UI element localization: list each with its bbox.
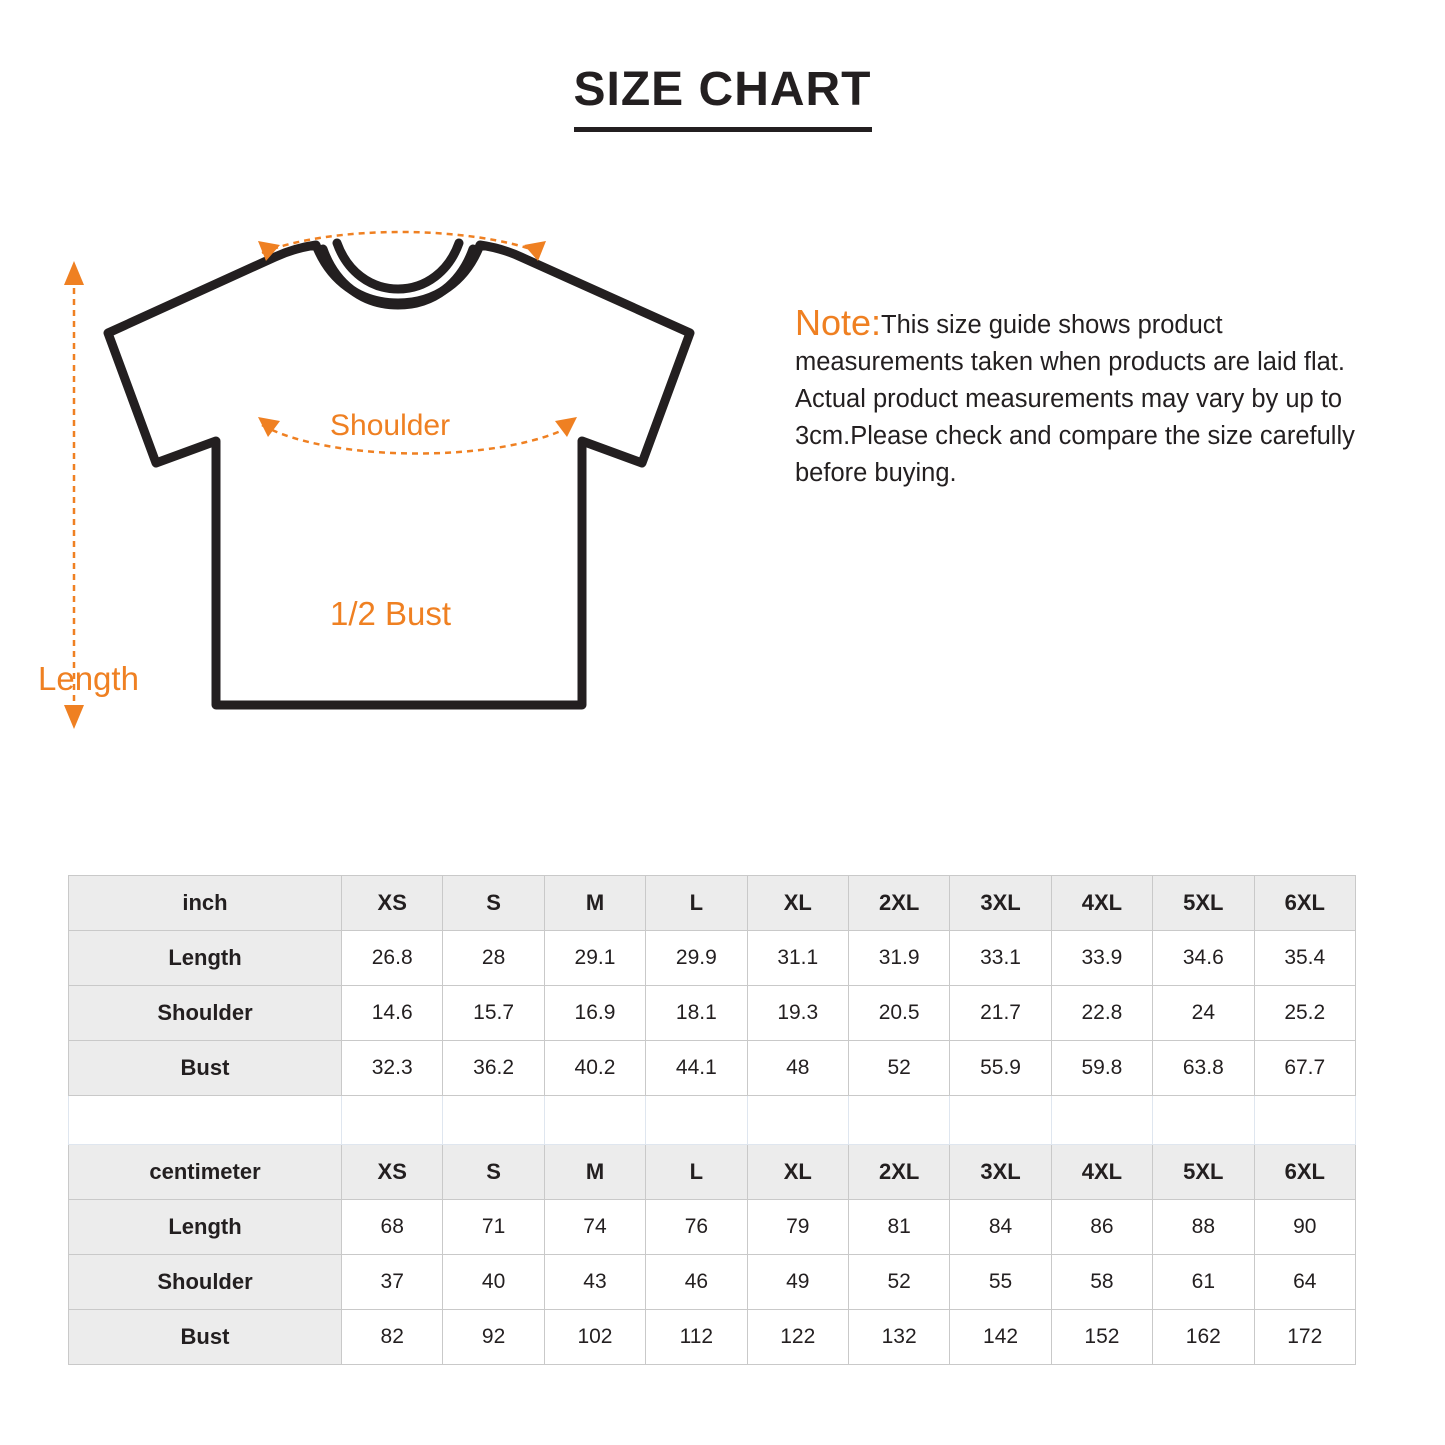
cell: 64 — [1254, 1255, 1355, 1310]
cell: 34.6 — [1153, 931, 1254, 986]
table-row — [69, 1200, 1356, 1255]
row-header: Shoulder — [69, 1255, 342, 1310]
cell: 26.8 — [342, 931, 443, 986]
spacer-cell — [848, 1096, 949, 1145]
cell: 142 — [950, 1310, 1051, 1365]
cell: 92 — [443, 1310, 544, 1365]
note-block — [795, 302, 1385, 492]
collar-inner-path — [337, 243, 459, 289]
tshirt-diagram-svg — [30, 195, 770, 755]
row-header: Length — [69, 1200, 342, 1255]
spacer-cell — [342, 1096, 443, 1145]
table-row — [69, 986, 1356, 1041]
unit-header-centimeter: centimeter — [69, 1145, 342, 1200]
cell: 22.8 — [1051, 986, 1152, 1041]
spacer-cell — [443, 1096, 544, 1145]
cell: 29.9 — [646, 931, 747, 986]
cell: 71 — [443, 1200, 544, 1255]
spacer-cell — [747, 1096, 848, 1145]
cell: 18.1 — [646, 986, 747, 1041]
cell: 44.1 — [646, 1041, 747, 1096]
row-header: Bust — [69, 1310, 342, 1365]
length-arrow-bottom-icon — [64, 705, 84, 729]
cell: 28 — [443, 931, 544, 986]
table-row — [69, 876, 1356, 931]
cell: 172 — [1254, 1310, 1355, 1365]
spacer-cell — [1254, 1096, 1355, 1145]
cell: 122 — [747, 1310, 848, 1365]
tshirt-body-path — [108, 245, 690, 705]
cell: 29.1 — [544, 931, 645, 986]
cell: 61 — [1153, 1255, 1254, 1310]
page-title: SIZE CHART — [574, 62, 872, 132]
col-header: 4XL — [1051, 876, 1152, 931]
cell: 33.9 — [1051, 931, 1152, 986]
spacer-cell — [950, 1096, 1051, 1145]
col-header: XS — [342, 876, 443, 931]
bust-label: 1/2 Bust — [330, 595, 452, 632]
cell: 32.3 — [342, 1041, 443, 1096]
cell: 37 — [342, 1255, 443, 1310]
size-tables — [68, 875, 1356, 1365]
col-header: S — [443, 1145, 544, 1200]
spacer-cell — [544, 1096, 645, 1145]
size-table-inch — [68, 875, 1356, 1365]
table-row — [69, 1255, 1356, 1310]
cell: 90 — [1254, 1200, 1355, 1255]
col-header: 6XL — [1254, 1145, 1355, 1200]
tshirt-illustration — [30, 195, 770, 755]
cell: 14.6 — [342, 986, 443, 1041]
cell: 86 — [1051, 1200, 1152, 1255]
cell: 25.2 — [1254, 986, 1355, 1041]
cell: 55.9 — [950, 1041, 1051, 1096]
col-header: 5XL — [1153, 876, 1254, 931]
cell: 52 — [848, 1255, 949, 1310]
length-arrow-top-icon — [64, 261, 84, 285]
cell: 33.1 — [950, 931, 1051, 986]
col-header: XS — [342, 1145, 443, 1200]
cell: 20.5 — [848, 986, 949, 1041]
col-header: M — [544, 1145, 645, 1200]
cell: 35.4 — [1254, 931, 1355, 986]
cell: 31.9 — [848, 931, 949, 986]
cell: 31.1 — [747, 931, 848, 986]
cell: 19.3 — [747, 986, 848, 1041]
cell: 82 — [342, 1310, 443, 1365]
shoulder-label: Shoulder — [330, 409, 451, 442]
cell: 152 — [1051, 1310, 1152, 1365]
cell: 52 — [848, 1041, 949, 1096]
cell: 40.2 — [544, 1041, 645, 1096]
cell: 76 — [646, 1200, 747, 1255]
cell: 16.9 — [544, 986, 645, 1041]
table-row — [69, 1041, 1356, 1096]
spacer-cell — [646, 1096, 747, 1145]
length-label: Length — [38, 660, 139, 697]
cell: 43 — [544, 1255, 645, 1310]
spacer-cell — [1153, 1096, 1254, 1145]
row-header: Bust — [69, 1041, 342, 1096]
unit-header-inch: inch — [69, 876, 342, 931]
col-header: 3XL — [950, 876, 1051, 931]
col-header: 4XL — [1051, 1145, 1152, 1200]
col-header: S — [443, 876, 544, 931]
table-spacer-row — [69, 1096, 1356, 1145]
row-header: Shoulder — [69, 986, 342, 1041]
cell: 24 — [1153, 986, 1254, 1041]
col-header: XL — [747, 1145, 848, 1200]
cell: 55 — [950, 1255, 1051, 1310]
note-heading: Note: — [795, 302, 882, 343]
cell: 46 — [646, 1255, 747, 1310]
cell: 68 — [342, 1200, 443, 1255]
table-row — [69, 1145, 1356, 1200]
table-row — [69, 931, 1356, 986]
col-header: 2XL — [848, 876, 949, 931]
col-header: 2XL — [848, 1145, 949, 1200]
cell: 15.7 — [443, 986, 544, 1041]
cell: 74 — [544, 1200, 645, 1255]
cell: 132 — [848, 1310, 949, 1365]
cell: 67.7 — [1254, 1041, 1355, 1096]
cell: 49 — [747, 1255, 848, 1310]
cell: 102 — [544, 1310, 645, 1365]
col-header: 5XL — [1153, 1145, 1254, 1200]
cell: 40 — [443, 1255, 544, 1310]
col-header: L — [646, 1145, 747, 1200]
cell: 59.8 — [1051, 1041, 1152, 1096]
col-header: XL — [747, 876, 848, 931]
col-header: 3XL — [950, 1145, 1051, 1200]
cell: 88 — [1153, 1200, 1254, 1255]
note-body: This size guide shows product measurements taken when products are laid flat. Actual product measurements may vary by up to 3cm.Please check and compare the size carefully before buying. — [795, 311, 1355, 487]
cell: 58 — [1051, 1255, 1152, 1310]
cell: 48 — [747, 1041, 848, 1096]
table-row — [69, 1310, 1356, 1365]
cell: 112 — [646, 1310, 747, 1365]
page-title-container — [0, 62, 1445, 132]
cell: 36.2 — [443, 1041, 544, 1096]
col-header: L — [646, 876, 747, 931]
cell: 162 — [1153, 1310, 1254, 1365]
cell: 81 — [848, 1200, 949, 1255]
cell: 63.8 — [1153, 1041, 1254, 1096]
cell: 21.7 — [950, 986, 1051, 1041]
row-header: Length — [69, 931, 342, 986]
cell: 84 — [950, 1200, 1051, 1255]
spacer-cell — [1051, 1096, 1152, 1145]
cell: 79 — [747, 1200, 848, 1255]
col-header: M — [544, 876, 645, 931]
col-header: 6XL — [1254, 876, 1355, 931]
spacer-cell — [69, 1096, 342, 1145]
